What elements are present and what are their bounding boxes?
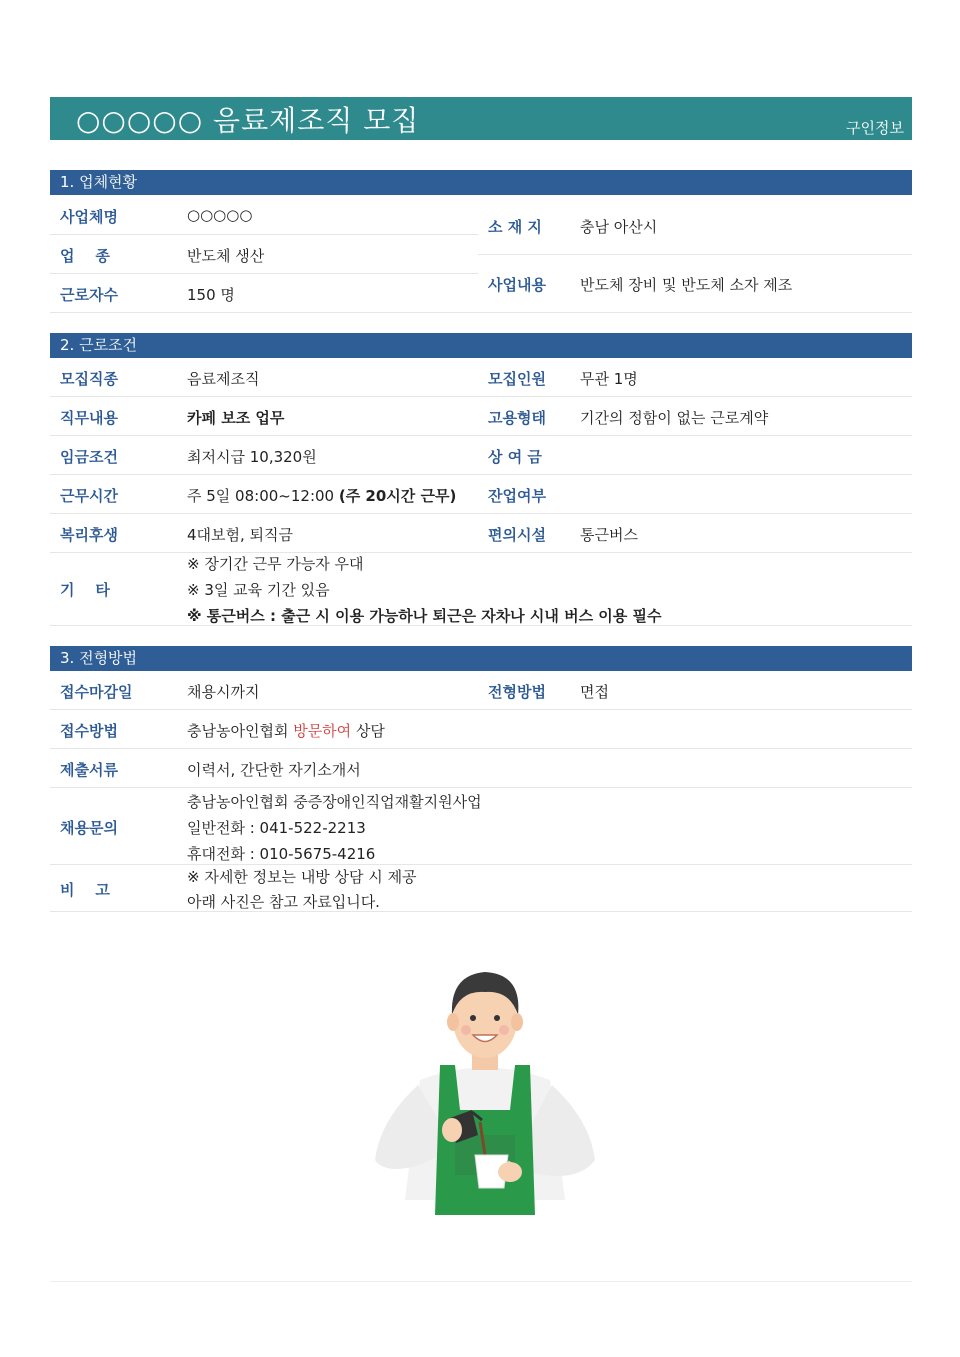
label-selection-method: 전형방법 — [488, 683, 546, 701]
value-contact-mobile: 휴대전화 : 010-5675-4216 — [187, 845, 376, 863]
label-wage: 임금조건 — [60, 448, 118, 466]
label-facilities: 편의시설 — [488, 526, 546, 544]
title-banner — [50, 97, 912, 140]
table-row — [478, 196, 912, 255]
value-deadline: 채용시까지 — [187, 683, 260, 701]
barista-illustration — [360, 960, 610, 1230]
label-benefits: 복리후생 — [60, 526, 118, 544]
label-employees: 근로자수 — [60, 286, 118, 304]
bottom-divider — [50, 1281, 912, 1282]
label-location: 소 재 지 — [488, 218, 542, 236]
value-etc-line-3: ※ 통근버스 : 출근 시 이용 가능하나 퇴근은 자차나 시내 버스 이용 필수 — [187, 607, 662, 625]
label-note: 비 고 — [60, 881, 110, 899]
label-bonus: 상 여 금 — [488, 448, 542, 466]
label-employment-type: 고용형태 — [488, 409, 546, 427]
apply-text-pre: 충남농아인협회 — [187, 722, 294, 740]
label-headcount: 모집인원 — [488, 370, 546, 388]
value-documents: 이력서, 간단한 자기소개서 — [187, 761, 361, 779]
label-duties: 직무내용 — [60, 409, 118, 427]
table-row — [50, 475, 912, 514]
apply-text-post: 상담 — [351, 722, 385, 740]
table-row — [50, 671, 912, 710]
value-contact-org: 충남농아인협회 중증장애인직업재활지원사업 — [187, 793, 482, 811]
value-job-type: 음료제조직 — [187, 370, 260, 388]
table-row — [50, 436, 912, 475]
work-hours-weekly: (주 20시간 근무) — [338, 487, 457, 505]
value-employees: 150 명 — [187, 286, 235, 304]
value-facilities: 통근버스 — [580, 526, 638, 544]
value-note-line-1: ※ 자세한 정보는 내방 상담 시 제공 — [187, 868, 417, 886]
value-headcount: 무관 1명 — [580, 370, 638, 388]
value-company-name: ○○○○○ — [187, 206, 253, 224]
value-business: 반도체 장비 및 반도체 소자 제조 — [580, 276, 793, 294]
value-selection-method: 면접 — [580, 683, 609, 701]
value-etc-line-2: ※ 3일 교육 기간 있음 — [187, 581, 330, 599]
table-row — [50, 514, 912, 553]
value-benefits: 4대보험, 퇴직금 — [187, 526, 294, 544]
table-row — [50, 865, 912, 912]
value-contact-phone: 일반전화 : 041-522-2213 — [187, 819, 366, 837]
value-work-hours — [187, 485, 456, 506]
value-etc-line-1: ※ 장기간 근무 가능자 우대 — [187, 555, 364, 573]
page-title: ○○○○○ 음료제조직 모집 — [76, 104, 420, 137]
label-contact: 채용문의 — [60, 819, 118, 837]
label-documents: 제출서류 — [60, 761, 118, 779]
table-row — [50, 358, 912, 397]
value-note-line-2: 아래 사진은 참고 자료입니다. — [187, 893, 380, 911]
value-industry: 반도체 생산 — [187, 247, 265, 265]
value-duties: 카페 보조 업무 — [187, 409, 285, 427]
label-apply-method: 접수방법 — [60, 722, 118, 740]
section-header-selection: 3. 전형방법 — [50, 646, 912, 671]
value-apply-method — [187, 720, 385, 741]
apply-text-highlight: 방문하여 — [293, 722, 352, 740]
table-row — [50, 749, 912, 788]
label-deadline: 접수마감일 — [60, 683, 133, 701]
label-industry: 업 종 — [60, 247, 110, 265]
label-etc: 기 타 — [60, 581, 110, 599]
value-wage: 최저시급 10,320원 — [187, 448, 317, 466]
section-header-conditions: 2. 근로조건 — [50, 333, 912, 358]
value-location: 충남 아산시 — [580, 218, 658, 236]
work-hours-text: 주 5일 08:00~12:00 — [187, 487, 339, 505]
label-work-hours: 근무시간 — [60, 487, 118, 505]
value-employment-type: 기간의 정함이 없는 근로계약 — [580, 409, 769, 427]
table-row — [50, 710, 912, 749]
label-overtime: 잔업여부 — [488, 487, 546, 505]
label-company-name: 사업체명 — [60, 208, 118, 226]
section-header-company: 1. 업체현황 — [50, 170, 912, 195]
label-job-type: 모집직종 — [60, 370, 118, 388]
title-tag: 구인정보 — [846, 119, 904, 137]
label-business: 사업내용 — [488, 276, 546, 294]
table-row — [50, 397, 912, 436]
